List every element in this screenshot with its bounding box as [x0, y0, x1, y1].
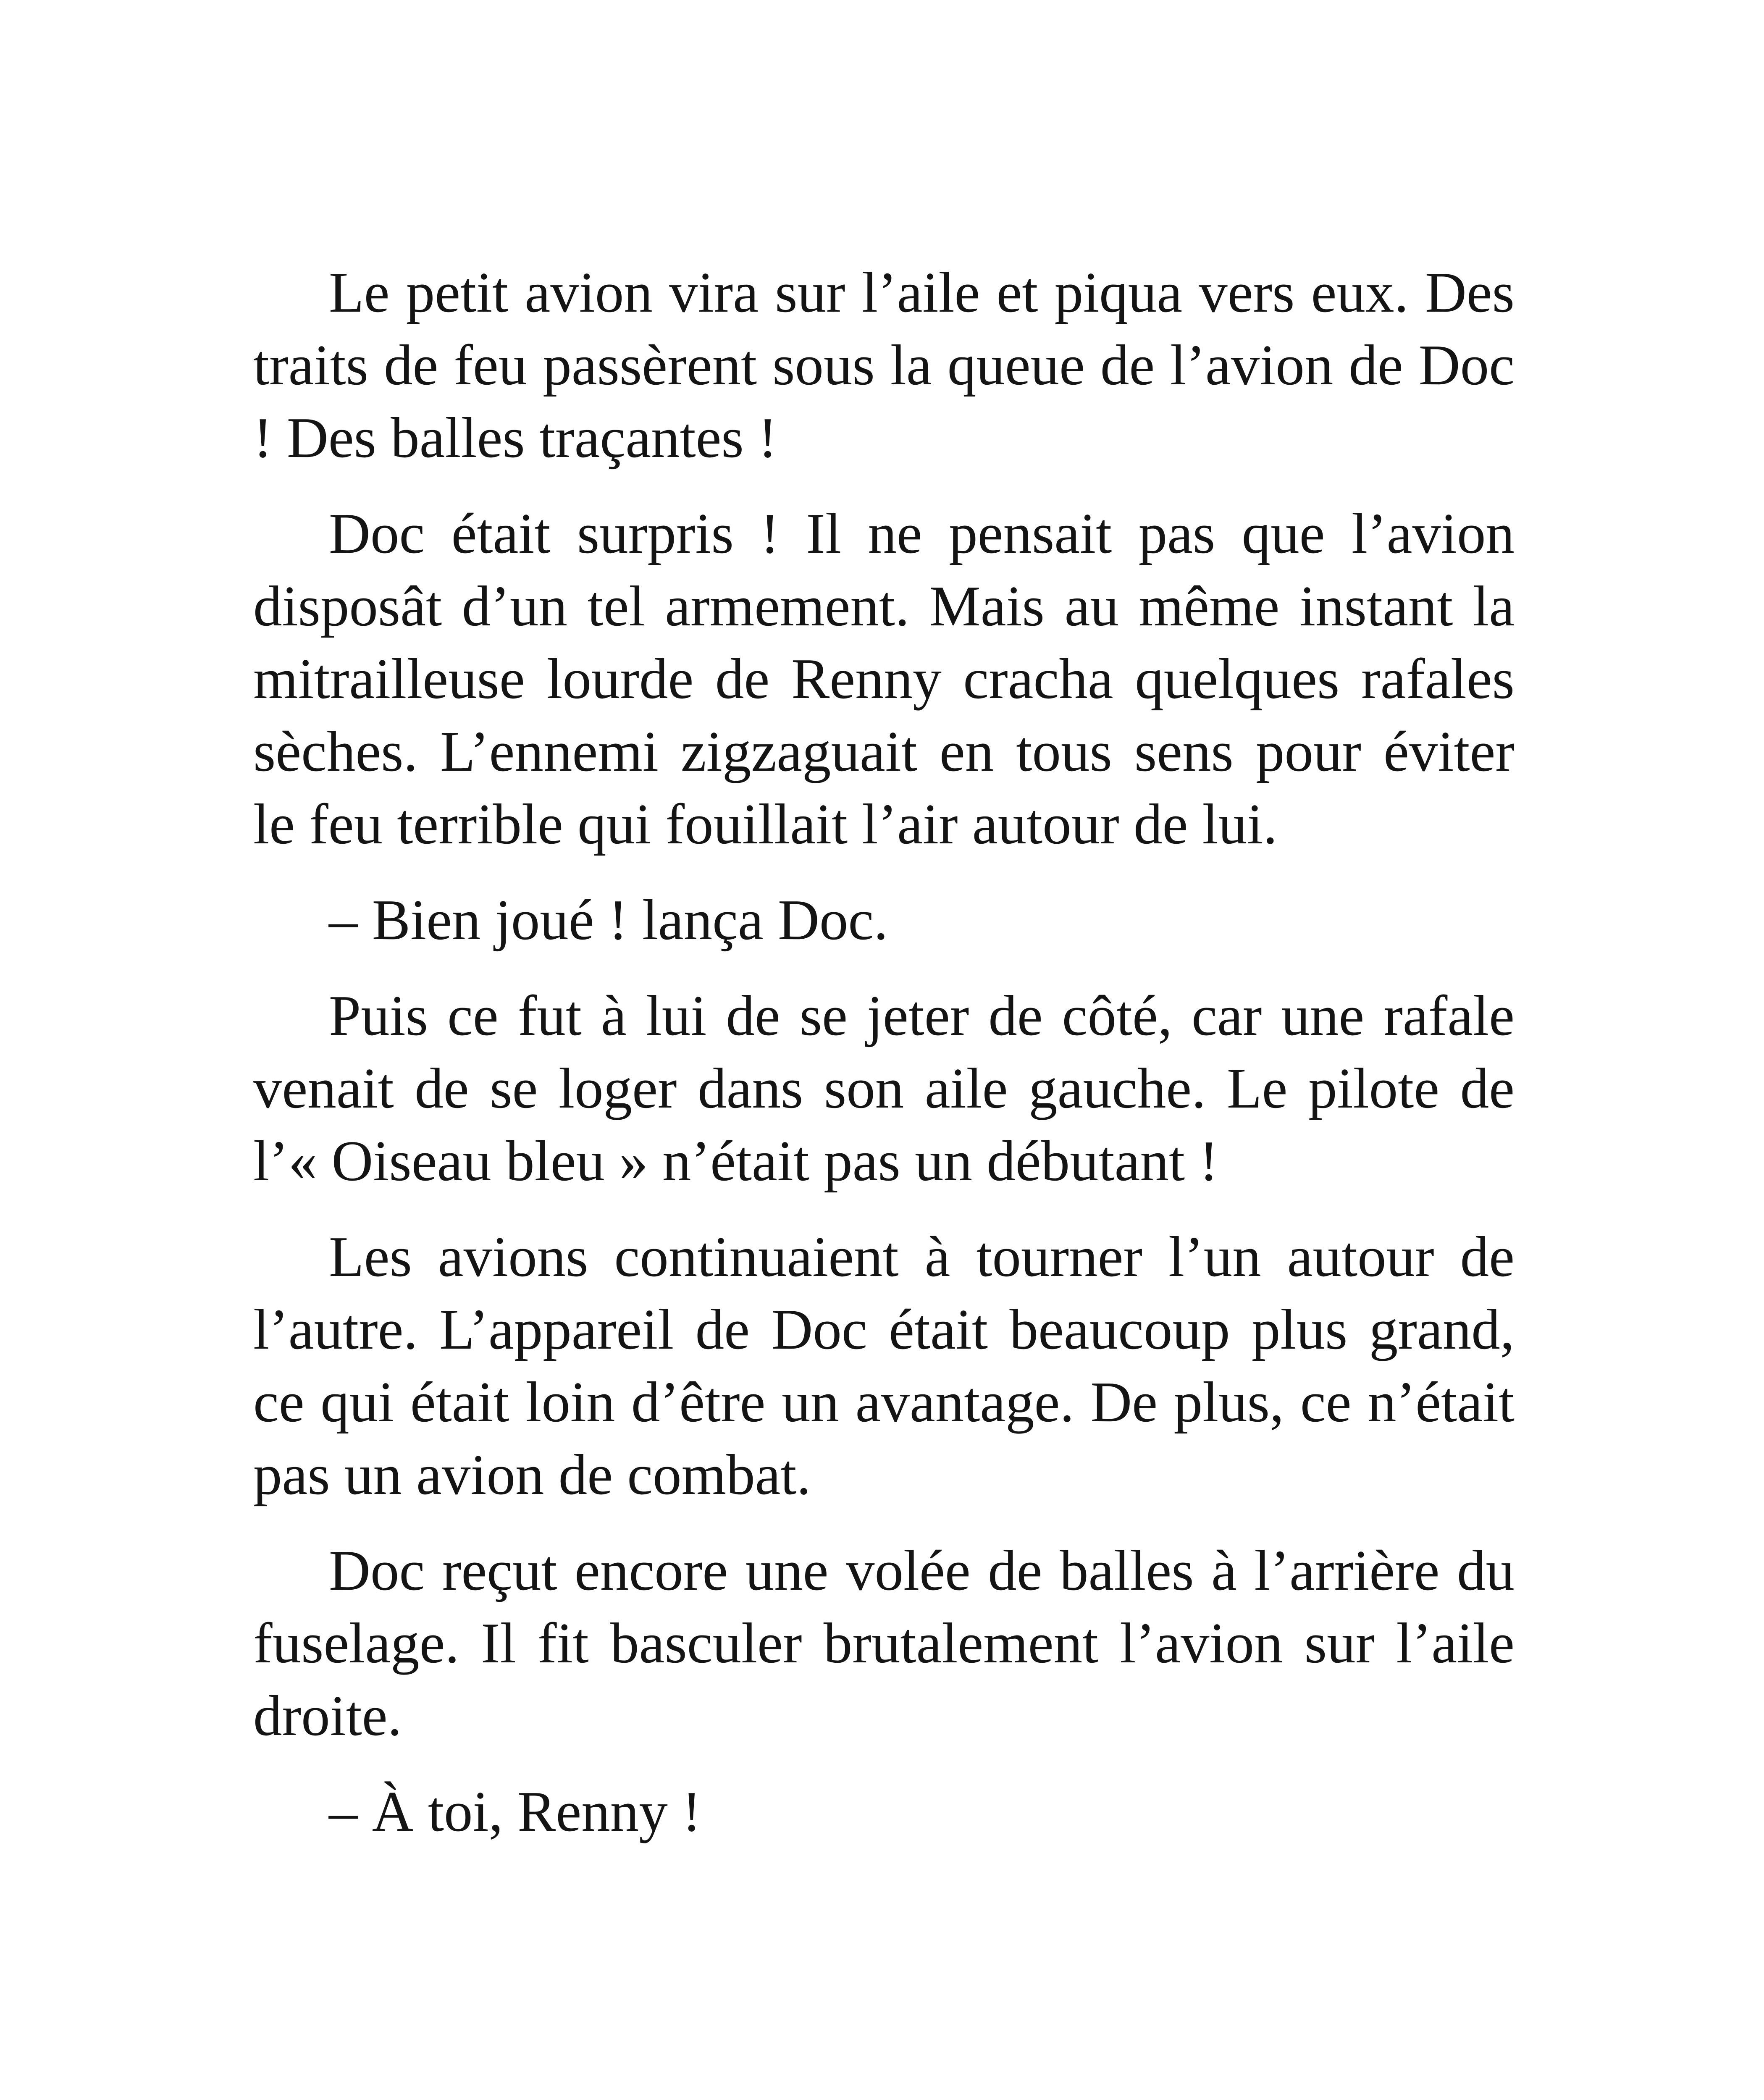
paragraph-2: Doc était surpris ! Il ne pensait pas que l’avion disposât d’un tel armement. Mais au même instant la mitrailleuse lourde de Renny cracha quelques rafales sèches. L’ennemi zigzaguait en tous sens pour éviter le feu terrible qui fouillait l’air autour de lui.	[253, 501, 1515, 856]
paragraph-7: – À toi, Renny !	[329, 1780, 701, 1843]
paragraph-4: Puis ce fut à lui de se jeter de côté, car une rafale venait de se loger dans son aile gauche. Le pilote de l’« Oiseau bleu » n’était pas un débutant !	[253, 984, 1515, 1193]
paragraph-5: Les avions continuaient à tourner l’un autour de l’autre. L’appareil de Doc était beaucoup plus grand, ce qui était loin d’être un avantage. De plus, ce n’était pas un avion de combat.	[253, 1225, 1515, 1507]
body-text	[253, 256, 1515, 1871]
paragraph-6: Doc reçut encore une volée de balles à l’arrière du fuselage. Il fit basculer brutalement l’avion sur l’aile droite.	[253, 1538, 1515, 1748]
paragraph-3: – Bien joué ! lança Doc.	[329, 888, 888, 952]
paragraph-1: Le petit avion vira sur l’aile et piqua vers eux. Des traits de feu passèrent sous la queue de l’avion de Doc ! Des balles traçantes !	[253, 260, 1515, 470]
